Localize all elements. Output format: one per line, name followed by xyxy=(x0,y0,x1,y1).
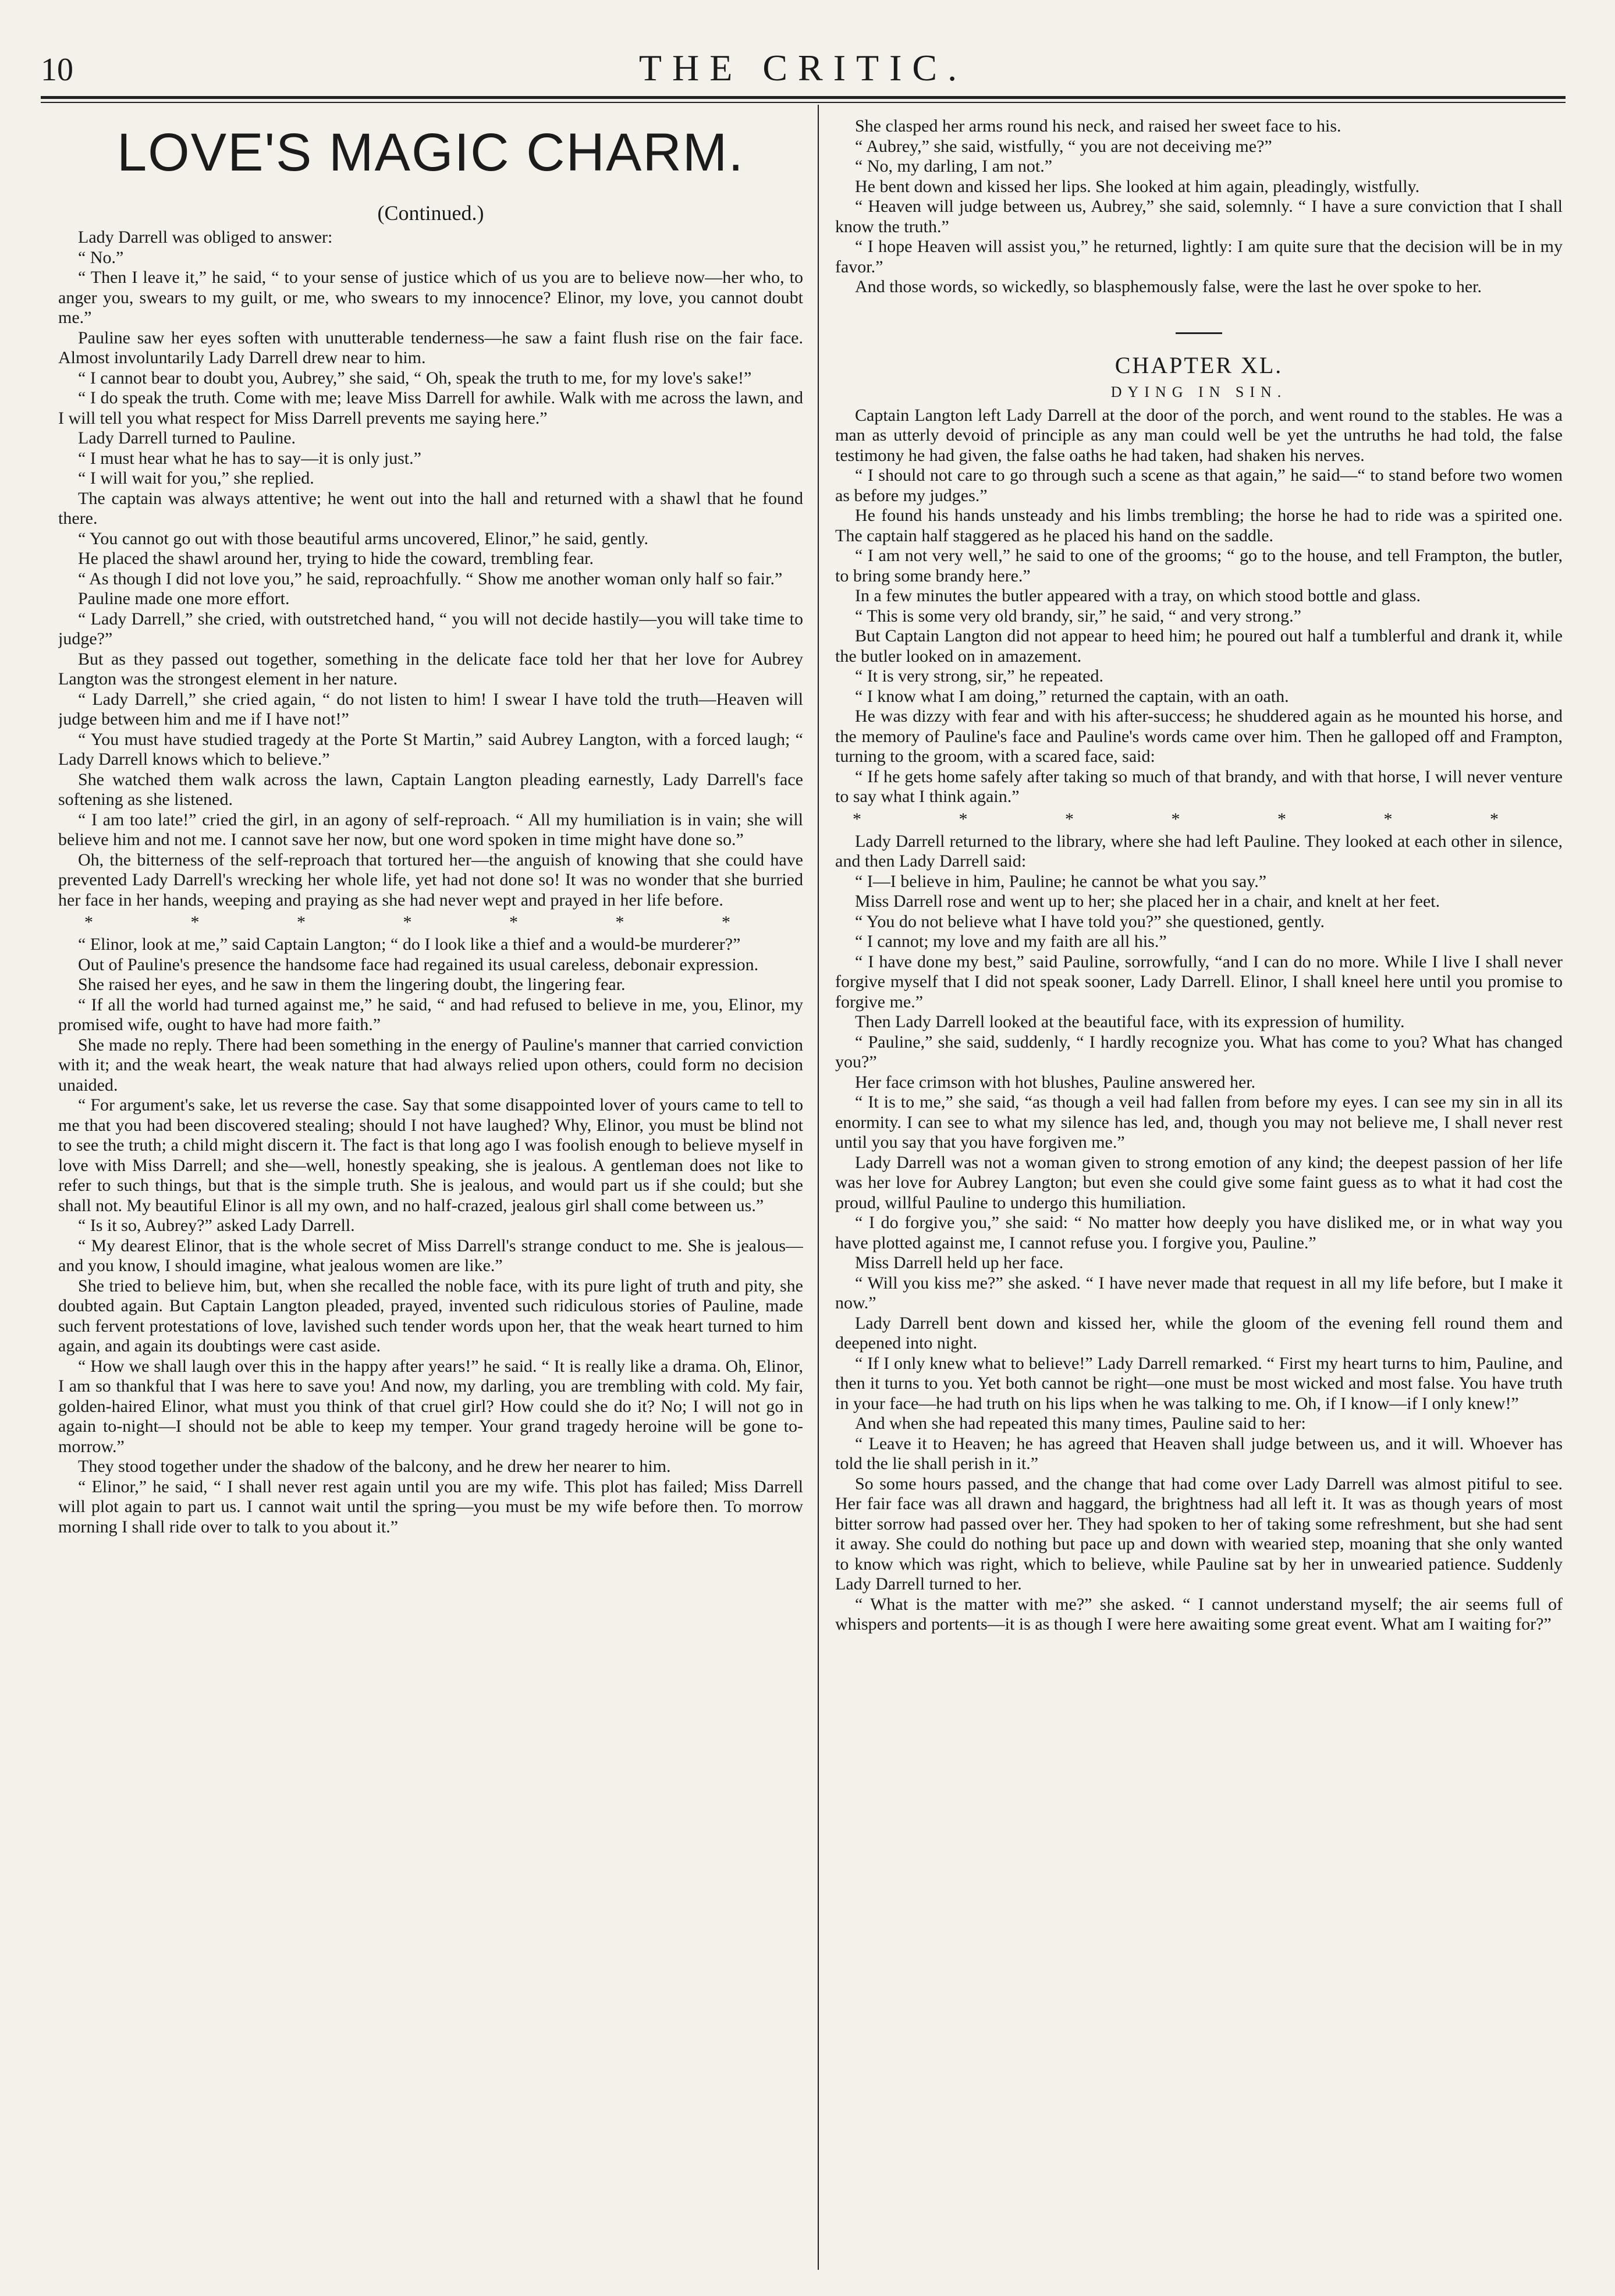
paragraph: “ I hope Heaven will assist you,” he returned, lightly: I am quite sure that the decision will be in my favor.” xyxy=(835,237,1563,276)
header-rule xyxy=(41,96,1566,99)
paragraph: “ I should not care to go through such a scene as that again,” he said—“ to stand before two women as before my judges.” xyxy=(835,466,1563,505)
paragraph: “ Aubrey,” she said, wistfully, “ you are not deceiving me?” xyxy=(855,136,1272,156)
paragraph: “ If all the world had turned against me,” he said, “ and had refused to believe in me, you, Elinor, my promised wife, ought to have had more faith.” xyxy=(58,995,803,1034)
paragraph: But as they passed out together, something in the delicate face told her that her love for Aubrey Langton was the strongest element in her nature. xyxy=(58,649,803,689)
paragraph: In a few minutes the butler appeared with a tray, on which stood bottle and glass. xyxy=(855,586,1421,605)
masthead-title: THE CRITIC. xyxy=(638,47,968,88)
paragraph: “ I am too late!” cried the girl, in an agony of self-reproach. “ All my humiliation is in vain; she will believe him and not me. I cannot save her now, but one word spoken in time might have done so.” xyxy=(58,810,803,849)
paragraph: “ I must hear what he has to say—it is only just.” xyxy=(78,448,421,468)
paragraph: “ Pauline,” she said, suddenly, “ I hardly recognize you. What has come to you? What has changed you?” xyxy=(835,1032,1563,1071)
paragraph: Her face crimson with hot blushes, Pauline answered her. xyxy=(855,1072,1256,1092)
paragraph: Pauline made one more effort. xyxy=(78,589,290,608)
paragraph: He placed the shawl around her, trying to hide the coward, trembling fear. xyxy=(78,549,594,568)
paragraph: “ If I only knew what to believe!” Lady Darrell remarked. “ First my heart turns to him, Pauline, and then it turns to you. Yet both cannot be right—one must be most wicked and most false. You have truth in your face—he had truth on his lips when he was talking to me. Oh, if I know—if I only knew!” xyxy=(835,1353,1563,1413)
paragraph: “ I have done my best,” said Pauline, sorrowfully, “and I can do no more. While I live I shall never forgive myself that I did not speak sooner, Lady Darrell. Elinor, I shall kneel here until you promise to forgive me.” xyxy=(835,952,1563,1012)
paragraph: “ How we shall laugh over this in the happy after years!” he said. “ It is really like a drama. Oh, Elinor, I am so thankful that I was here to save you! And now, my darling, you are trembling with cold. My fair, golden-haired Elinor, what must you think of that cruel girl? How could she do it? No; I will not go in again to-night—I should not be able to keep my temper. Your grand tragedy heroine will be gone to-morrow.” xyxy=(58,1356,803,1456)
paragraph: “ No.” xyxy=(78,247,124,267)
paragraph: “ Elinor,” he said, “ I shall never rest again until you are my wife. This plot has failed; Miss Darrell will plot again to part us. I cannot wait until the spring—you must be my wife before then. To morrow morning I shall ride over to talk to you about it.” xyxy=(58,1477,803,1536)
paragraph: “ I will wait for you,” she replied. xyxy=(78,469,314,488)
paragraph: They stood together under the shadow of the balcony, and he drew her nearer to him. xyxy=(78,1457,671,1476)
paragraph: Miss Darrell rose and went up to her; she placed her in a chair, and knelt at her feet. xyxy=(855,892,1440,911)
paragraph: She clasped her arms round his neck, and raised her sweet face to his. xyxy=(855,116,1341,136)
paragraph: “ I cannot; my love and my faith are all his.” xyxy=(855,932,1167,951)
paragraph: “ I know what I am doing,” returned the captain, with an oath. xyxy=(855,686,1289,706)
paragraph: She made no reply. There had been something in the energy of Pauline's manner that carried conviction with it; and the weak heart, the weak nature that had always relied upon others, could form no decision unaided. xyxy=(58,1035,803,1095)
paragraph: Then Lady Darrell looked at the beautiful face, with its expression of humility. xyxy=(855,1012,1405,1031)
paragraph: “ Heaven will judge between us, Aubrey,” she said, solemnly. “ I have a sure conviction that I shall know the truth.” xyxy=(835,197,1563,236)
paragraph: * * * * * * * xyxy=(84,913,777,932)
right-column xyxy=(835,116,1563,2270)
paragraph: He found his hands unsteady and his limbs trembling; the horse he had to ride was a spirited one. The captain half staggered as he placed his hand on the saddle. xyxy=(835,506,1563,545)
paragraph: “ No, my darling, I am not.” xyxy=(855,157,1053,176)
paragraph: “ This is some very old brandy, sir,” he said, “ and very strong.” xyxy=(855,606,1301,626)
paragraph: Out of Pauline's presence the handsome face had regained its usual careless, debonair expression. xyxy=(78,954,759,974)
paragraph: “ You cannot go out with those beautiful arms uncovered, Elinor,” he said, gently. xyxy=(78,528,648,548)
paragraph: Miss Darrell held up her face. xyxy=(855,1253,1064,1272)
paragraph: “ For argument's sake, let us reverse the case. Say that some disappointed lover of yours came to tell to me that you had been discovered stealing; should I not have laughed? Why, Elinor, you must be blind not to see the truth; a child might discern it. The fact is that long ago I was foolish enough to believe myself in love with Miss Darrell; and she—well, honestly speaking, she is jealous. A gentleman does not like to refer to such things, but that is the simple truth. She is jealous, and would part us if she could; but she shall not. My beautiful Elinor is all my own, and no half-crazed, jealous girl shall come between us.” xyxy=(58,1095,803,1215)
masthead xyxy=(41,35,1566,105)
paragraph: But Captain Langton did not appear to heed him; he poured out half a tumblerful and drank it, while the butler looked on in amazement. xyxy=(835,626,1563,666)
left-column-text xyxy=(58,228,803,1537)
paragraph: “ You must have studied tragedy at the Porte St Martin,” said Aubrey Langton, with a forced laugh; “ Lady Darrell knows which to believe.” xyxy=(58,729,803,769)
column-divider xyxy=(818,105,819,2270)
paragraph: She raised her eyes, and he saw in them the lingering doubt, the lingering fear. xyxy=(78,975,626,994)
paragraph: “ Is it so, Aubrey?” asked Lady Darrell. xyxy=(78,1216,355,1235)
left-column xyxy=(58,116,803,2270)
paragraph: Lady Darrell was obliged to answer: xyxy=(78,228,333,247)
story-title: LOVE'S MAGIC CHARM. xyxy=(117,123,744,182)
paragraph: “ Then I leave it,” he said, “ to your sense of justice which of us you are to believe now—her who, to anger you, swears to my guilt, or me, who swears to my innocence? Elinor, my love, you cannot doubt me.” xyxy=(58,268,803,327)
paragraph: * * * * * * * xyxy=(853,809,1545,829)
paragraph: “ I do forgive you,” she said: “ No matter how deeply you have disliked me, or in what way you have plotted against me, I cannot refuse you. I forgive you, Pauline.” xyxy=(835,1213,1563,1252)
paragraph: “ Lady Darrell,” she cried, with outstretched hand, “ you will not decide hastily—you will take time to judge?” xyxy=(58,609,803,648)
paragraph: “ My dearest Elinor, that is the whole secret of Miss Darrell's strange conduct to me. She is jealous—and you know, I should imagine, what jealous women are like.” xyxy=(58,1236,803,1275)
paragraph: “ Elinor, look at me,” said Captain Langton; “ do I look like a thief and a would-be murderer?” xyxy=(78,935,741,954)
page-number: 10 xyxy=(41,52,73,88)
right-column-top-text xyxy=(835,116,1563,297)
paragraph: “ Leave it to Heaven; he has agreed that Heaven shall judge between us, and it will. Whoever has told the lie shall perish in it.” xyxy=(835,1433,1563,1473)
paragraph: Lady Darrell was not a woman given to strong emotion of any kind; the deepest passion of her life was her love for Aubrey Langton; but even she could give some faint guess as to what it had cost the proud, willful Pauline to undergo this humiliation. xyxy=(835,1152,1563,1212)
story-subtitle: (Continued.) xyxy=(377,201,484,225)
paragraph: “ What is the matter with me?” she asked. “ I cannot understand myself; the air seems full of whispers and portents—it is as though I were here awaiting some great event. What am I waiting for?” xyxy=(835,1594,1563,1634)
paragraph: “ I—I believe in him, Pauline; he cannot be what you say.” xyxy=(855,871,1267,891)
paragraph: Lady Darrell bent down and kissed her, while the gloom of the evening fell round them and deepened into night. xyxy=(835,1313,1563,1353)
paragraph: Lady Darrell returned to the library, where she had left Pauline. They looked at each other in silence, and then Lady Darrell said: xyxy=(835,831,1563,871)
right-column-bottom-text xyxy=(835,406,1563,1635)
paragraph: Oh, the bitterness of the self-reproach that tortured her—the anguish of knowing that she could have prevented Lady Darrell's wrecking her whole life, yet had not done so! It was no wonder that she burried her face in her hands, weeping and praying as she had never wept and prayed in her life before. xyxy=(58,850,803,910)
paragraph: So some hours passed, and the change that had come over Lady Darrell was almost pitiful to see. Her fair face was all drawn and haggard, the brightness had all left it. It was as though years of most bitter sorrow had passed over her. They had spoken to her of taking some refreshment, but she had sent it away. She could do nothing but pace up and down with wearied step, moaning that she only wanted to know which was right, which to believe, while Pauline sat by her in unwearied patience. Suddenly Lady Darrell turned to her. xyxy=(835,1474,1563,1594)
paragraph: She tried to believe him, but, when she recalled the noble face, with its pure light of truth and pity, she doubted again. But Captain Langton pleaded, prayed, invented such ridiculous stories of Pauline, made such fervent protestations of love, lavished such tender words upon her, that the weak heart turned to him again, and again its doubtings were cast aside. xyxy=(58,1276,803,1355)
chapter-subtitle: DYING IN SIN. xyxy=(1110,383,1287,400)
paragraph: And when she had repeated this many times, Pauline said to her: xyxy=(855,1414,1306,1433)
paragraph: “ I do speak the truth. Come with me; leave Miss Darrell for awhile. Walk with me across the lawn, and I will tell you what respect for Miss Darrell prevents me saying here.” xyxy=(58,388,803,428)
paragraph: “ It is to me,” she said, “as though a veil had fallen from before my eyes. I can see my sin in all its enormity. I can see to what my silence has led, and, though you may not believe me, I shall never rest until you say that you have forgiven me.” xyxy=(835,1092,1563,1152)
paragraph: “ Will you kiss me?” she asked. “ I have never made that request in all my life before, but I make it now.” xyxy=(835,1273,1563,1312)
chapter-rule xyxy=(1176,332,1222,334)
paragraph: And those words, so wickedly, so blasphemously false, were the last he over spoke to her. xyxy=(855,277,1482,296)
paragraph: “ I am not very well,” he said to one of the grooms; “ go to the house, and tell Frampton, the butler, to bring some brandy here.” xyxy=(835,546,1563,585)
paragraph: He bent down and kissed her lips. She looked at him again, pleadingly, wistfully. xyxy=(855,176,1420,196)
paragraph: Lady Darrell turned to Pauline. xyxy=(78,428,296,448)
paragraph: Pauline saw her eyes soften with unutterable tenderness—he saw a faint flush rise on the fair face. Almost involuntarily Lady Darrell drew near to him. xyxy=(58,328,803,367)
header-rule-thin xyxy=(41,102,1566,103)
paragraph: “ I cannot bear to doubt you, Aubrey,” she said, “ Oh, speak the truth to me, for my love's sake!” xyxy=(78,368,752,388)
paragraph: “ If he gets home safely after taking so much of that brandy, and with that horse, I will never venture to say what I think again.” xyxy=(835,766,1563,806)
paragraph: The captain was always attentive; he went out into the hall and returned with a shawl that he found there. xyxy=(58,488,803,528)
paragraph: “ You do not believe what I have told you?” she questioned, gently. xyxy=(855,911,1325,931)
paragraph: “ As though I did not love you,” he said, reproachfully. “ Show me another woman only half so fair.” xyxy=(78,569,783,588)
paragraph: “ It is very strong, sir,” he repeated. xyxy=(855,666,1103,686)
chapter-title: CHAPTER XL. xyxy=(1114,352,1283,378)
paragraph: Captain Langton left Lady Darrell at the door of the porch, and went round to the stables. He was a man as utterly devoid of principle as any man could well be yet the untruths he had told, the false testimony he had given, the false oaths he had taken, had shaken his nerves. xyxy=(835,405,1563,465)
paragraph: He was dizzy with fear and with his after-success; he shuddered again as he mounted his horse, and the memory of Pauline's face and Pauline's words came over him. Then he galloped off and Frampton, turning to the groom, with a scared face, said: xyxy=(835,707,1563,766)
paragraph: She watched them walk across the lawn, Captain Langton pleading earnestly, Lady Darrell's face softening as she listened. xyxy=(58,769,803,809)
paragraph: “ Lady Darrell,” she cried again, “ do not listen to him! I swear I have told the truth—Heaven will judge between him and me if I have not!” xyxy=(58,689,803,729)
